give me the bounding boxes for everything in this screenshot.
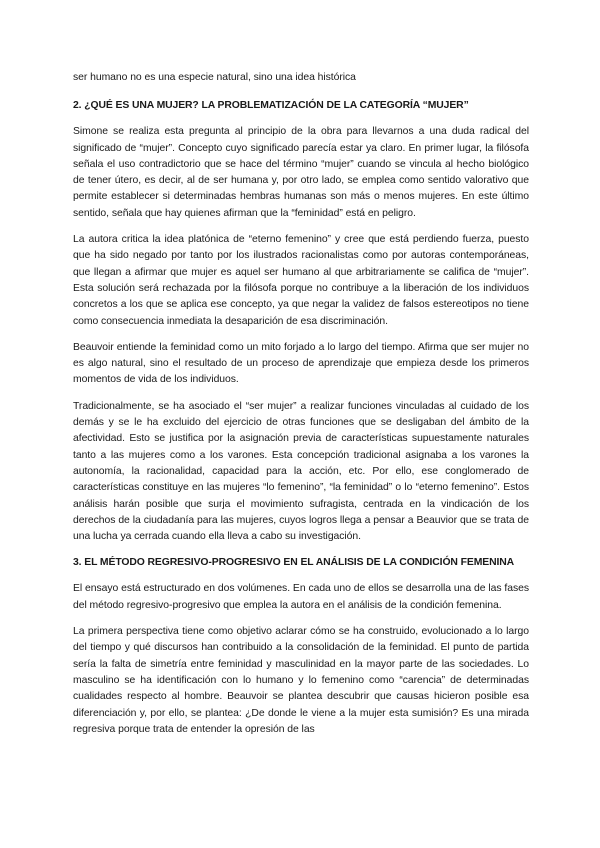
section-3-paragraph-1: El ensayo está estructurado en dos volúmenes. En cada uno de ellos se desarrolla una de las fases del método regresivo-progresivo que emplea la autora en el análisis de la condición femenina. — [73, 583, 529, 611]
document-page — [73, 70, 529, 748]
section-2-paragraph-1: Simone se realiza esta pregunta al principio de la obra para llevarnos a una duda radical del significado de “mujer”. Concepto cuyo significado parecía estar ya claro. En primer lugar, la filósofa señala el uso contradictorio que se hace del término “mujer” cuando se vincula al hecho biológico de tener útero, es decir, al de ser humana y, por otro lado, se emplea como sentido valorativo que permite establecer si determinadas hembras humanas son más o menos mujeres. En este último sentido, señala que hay quienes afirman que la “feminidad” está en peligro. — [73, 126, 529, 219]
section-2-paragraph-2: La autora critica la idea platónica de “eterno femenino” y cree que está perdiendo fuerza, puesto que ha sido negado por tanto por los ilustrados racionalistas como por autoras contemporáneas, que llegan a afirmar que mujer es aquel ser humano al que arbitrariamente se califica de “mujer”. Esta solución será rechazada por la filósofa porque no contribuye a la liberación de los individuos concretos a los que se aplica ese concepto, ya que negar la validez de falsos estereotipos no tiene como consecuencia inmediata la desaparición de esa discriminación. — [73, 234, 529, 327]
section-3-heading: 3. EL MÉTODO REGRESIVO-PROGRESIVO EN EL ANÁLISIS DE LA CONDICIÓN FEMENINA — [73, 557, 515, 569]
section-3-paragraph-2: La primera perspectiva tiene como objetivo aclarar cómo se ha construido, evolucionado a lo largo del tiempo y qué discursos han contribuido a la consolidación de la feminidad. El punto de partida sería la falta de simetría entre feminidad y masculinidad en la mayor parte de las sociedades. Lo masculino se ha identificación con lo humano y lo femenino como “carencia” de determinadas cualidades respecto al hombre. Beauvoir se plantea descubrir que causas hicieron posible esa diferenciación y, por ello, se plantea: ¿De donde le viene a la mujer esta sumisión? Es una mirada regresiva porque trata de entender la opresión de las — [73, 626, 529, 735]
section-2-heading: 2. ¿QUÉ ES UNA MUJER? LA PROBLEMATIZACIÓN DE LA CATEGORÍA “MUJER” — [73, 100, 469, 112]
intro-line: ser humano no es una especie natural, sino una idea histórica — [73, 72, 356, 83]
section-2-paragraph-3: Beauvoir entiende la feminidad como un mito forjado a lo largo del tiempo. Afirma que ser mujer no es algo natural, sino el resultado de un proceso de aprendizaje que empieza desde los primeros momentos de vida de los individuos. — [73, 341, 529, 386]
section-2-paragraph-4: Tradicionalmente, se ha asociado el “ser mujer” a realizar funciones vinculadas al cuidado de los demás y se le ha excluido del ejercicio de otras funciones que se desligaban del ámbito de la afectividad. Esto se justifica por la asignación previa de características supuestamente naturales tanto a las mujeres como a los varones. Esta concepción tradicional asignaba a los varones la autonomía, la racionalidad, capacidad para la acción, etc. Por ello, ese conglomerado de características constituye en las mujeres “lo femenino”, “la feminidad” o lo “eterno femenino”. Estos análisis harán posible que surja el movimiento sufragista, centrada en la vindicación de los derechos de la ciudadanía para las mujeres, cuyos logros llega a pensar a Beauvior que se trata de una lucha ya cerrada cuando ella lleva a cabo su investigación. — [73, 400, 529, 543]
